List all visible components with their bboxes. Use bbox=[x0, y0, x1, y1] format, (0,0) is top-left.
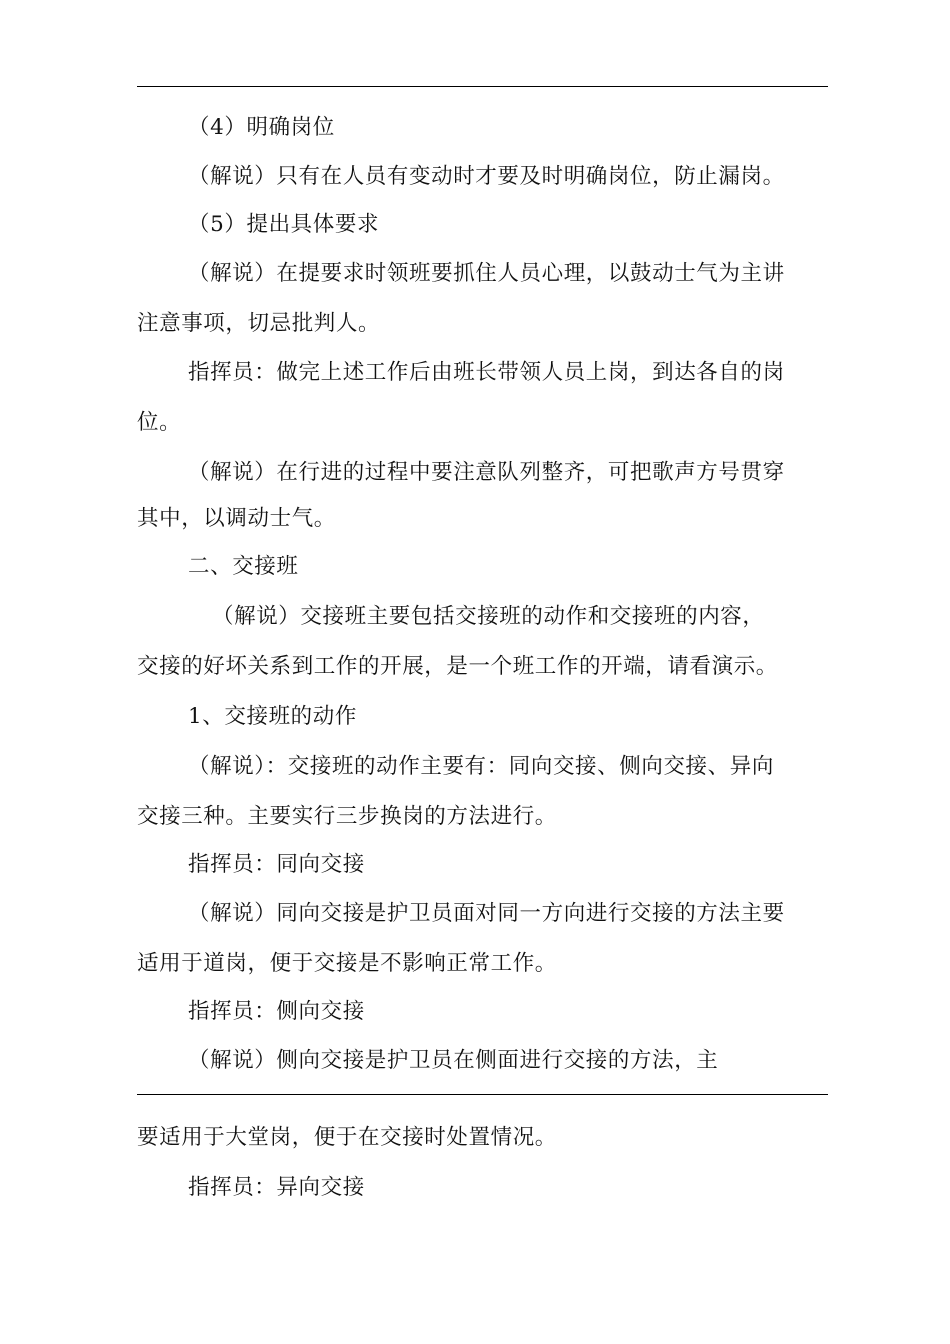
text-line: （解说）在行进的过程中要注意队列整齐，可把歌声方号贯穿 bbox=[188, 460, 785, 485]
text-line: 指挥员：侧向交接 bbox=[188, 999, 365, 1024]
text-line: （解说）侧向交接是护卫员在侧面进行交接的方法，主 bbox=[188, 1048, 719, 1073]
text-line: 适用于道岗，便于交接是不影响正常工作。 bbox=[137, 951, 557, 976]
text-line: 位。 bbox=[137, 410, 182, 435]
text-line: 交接三种。主要实行三步换岗的方法进行。 bbox=[137, 804, 557, 829]
text-line: （解说）同向交接是护卫员面对同一方向进行交接的方法主要 bbox=[188, 901, 785, 926]
text-line: （解说）交接班主要包括交接班的动作和交接班的内容， bbox=[212, 604, 765, 629]
text-line: 要适用于大堂岗，便于在交接时处置情况。 bbox=[137, 1125, 557, 1150]
text-line: （5）提出具体要求 bbox=[188, 212, 380, 237]
text-line: 指挥员：同向交接 bbox=[188, 852, 365, 877]
text-line: 交接的好坏关系到工作的开展，是一个班工作的开端，请看演示。 bbox=[137, 654, 778, 679]
section-heading: 二、交接班 bbox=[188, 554, 299, 579]
text-line: （4）明确岗位 bbox=[188, 115, 335, 140]
text-line: （解说）：交接班的动作主要有：同向交接、侧向交接、异向 bbox=[188, 754, 774, 779]
text-line: （解说）在提要求时领班要抓住人员心理，以鼓动士气为主讲 bbox=[188, 261, 785, 286]
header-rule bbox=[137, 86, 828, 87]
text-line: 指挥员：异向交接 bbox=[188, 1175, 365, 1200]
text-line: （解说）只有在人员有变动时才要及时明确岗位，防止漏岗。 bbox=[188, 164, 785, 189]
text-line: 其中，以调动士气。 bbox=[137, 506, 336, 531]
subsection-heading: 1、交接班的动作 bbox=[188, 704, 357, 729]
text-line: 注意事项，切忌批判人。 bbox=[137, 311, 381, 336]
page-break-rule bbox=[137, 1094, 828, 1095]
text-line: 指挥员：做完上述工作后由班长带领人员上岗，到达各自的岗 bbox=[188, 360, 785, 385]
